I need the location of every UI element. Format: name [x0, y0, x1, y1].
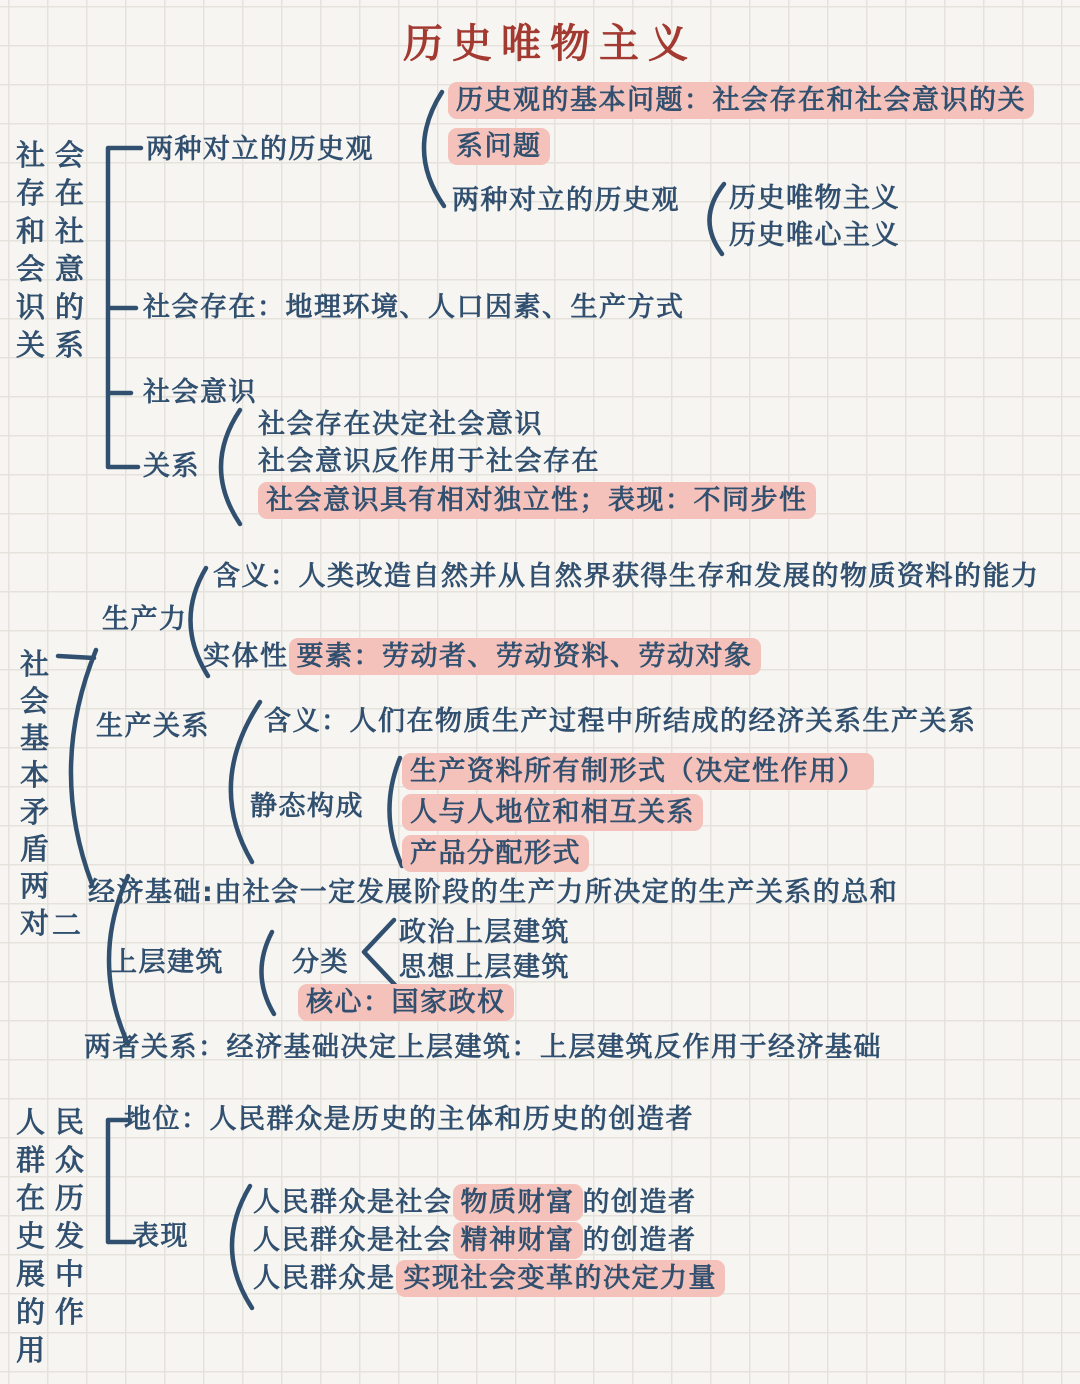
pair-mark: 二 — [52, 908, 83, 942]
manifestation-brace — [232, 1186, 252, 1308]
vlabel-char: 会 — [20, 684, 50, 718]
node-historical-materialism: 历史唯物主义 — [729, 183, 900, 214]
node-static-item-highlighted — [402, 796, 703, 830]
node-social-being: 社会存在：地理环境、人口因素、生产方式 — [143, 292, 685, 323]
highlight: 社会意识具有相对独立性；表现：不同步性 — [258, 482, 816, 519]
branch3-bracket — [108, 1120, 134, 1242]
node-manifestation-item — [253, 1262, 725, 1296]
superstructure-brace — [261, 932, 274, 1014]
plain-prefix: 人民群众是社会 — [253, 1225, 453, 1256]
basic-question-brace — [424, 92, 444, 206]
highlight: 实现社会变革的决定力量 — [396, 1260, 726, 1297]
static-structure-brace — [389, 758, 402, 866]
node-economic-base: 经济基础:由社会一定发展阶段的生产力所决定的生产关系的总和 — [88, 877, 899, 908]
plain-prefix: 人民群众是 — [253, 1263, 396, 1294]
mindmap-title: 历史唯物主义 — [403, 21, 697, 67]
vlabel-char: 两 — [20, 869, 50, 903]
plain-suffix: 的创造者 — [582, 1225, 697, 1256]
vlabel-row: 识的 — [16, 290, 95, 324]
vlabel-char: 基 — [20, 721, 50, 755]
relation-brace — [221, 410, 240, 524]
node-historical-idealism: 历史唯心主义 — [729, 220, 900, 251]
branch1-vertical-label — [16, 136, 94, 364]
plain-prefix: 实体性 — [203, 641, 289, 672]
node-relation-item-highlighted — [258, 484, 816, 518]
node-productivity-elements — [203, 640, 761, 674]
vlabel-row: 在历 — [16, 1181, 95, 1215]
branch2-brace-upper — [58, 650, 96, 884]
node-people-status: 地位：人民群众是历史的主体和历史的创造者 — [124, 1104, 694, 1135]
node-superstructure: 上层建筑 — [110, 947, 224, 978]
highlight: 生产资料所有制形式（决定性作用） — [402, 753, 874, 790]
production-relations-brace — [231, 702, 260, 862]
node-two-opposed-views-sub: 两种对立的历史观 — [452, 185, 680, 216]
vlabel-row: 人民 — [16, 1105, 95, 1139]
node-static-item-highlighted — [402, 755, 874, 789]
branch3-vertical-label — [16, 1103, 94, 1369]
node-basic-question-line1 — [448, 84, 1034, 118]
node-social-consciousness: 社会意识 — [143, 377, 257, 408]
node-mutual-relation: 两者关系：经济基础决定上层建筑：上层建筑反作用于经济基础 — [84, 1032, 882, 1063]
vlabel-char: 盾 — [20, 832, 50, 866]
vlabel-char: 社 — [20, 647, 50, 681]
node-category-label: 分类 — [292, 947, 349, 978]
node-static-structure: 静态构成 — [250, 791, 364, 822]
vlabel-row: 的作 — [16, 1295, 95, 1329]
highlight: 人与人地位和相互关系 — [402, 794, 703, 831]
vlabel-row: 和社 — [16, 214, 95, 248]
plain-suffix: 的创造者 — [582, 1187, 697, 1218]
node-static-item-highlighted — [402, 837, 589, 871]
highlight: 物质财富 — [453, 1184, 583, 1221]
vlabel-char: 对 — [20, 906, 50, 940]
plain-prefix: 人民群众是社会 — [253, 1187, 453, 1218]
node-productivity: 生产力 — [102, 604, 188, 635]
highlight: 精神财富 — [453, 1222, 583, 1259]
highlight: 核心：国家政权 — [298, 984, 514, 1021]
node-basic-question-line2 — [448, 130, 550, 164]
vlabel-row: 史发 — [16, 1219, 95, 1253]
highlight: 历史观的基本问题：社会存在和社会意识的关 — [448, 82, 1034, 119]
node-manifestation-item — [253, 1224, 697, 1258]
vlabel-row: 展中 — [16, 1257, 95, 1291]
node-core-highlighted — [298, 986, 514, 1020]
vlabel-row: 社会 — [16, 138, 95, 172]
node-category-item: 思想上层建筑 — [399, 952, 570, 983]
node-production-relations-meaning: 含义：人们在物质生产过程中所结成的经济关系生产关系 — [264, 706, 977, 737]
highlight: 产品分配形式 — [402, 835, 589, 872]
category-angle-brace — [364, 920, 396, 986]
vlabel-char: 本 — [20, 758, 50, 792]
two-views-brace — [709, 184, 724, 254]
node-productivity-meaning: 含义：人类改造自然并从自然界获得生存和发展的物质资料的能力 — [213, 561, 1040, 592]
node-category-item: 政治上层建筑 — [399, 917, 570, 948]
branch1-bracket — [108, 148, 141, 467]
node-manifestation-item — [253, 1186, 697, 1220]
vlabel-row: 存在 — [16, 176, 95, 210]
highlight: 系问题 — [448, 128, 550, 165]
node-two-opposed-views: 两种对立的历史观 — [146, 134, 374, 165]
vlabel-row: 会意 — [16, 252, 95, 286]
branch2-vertical-label — [20, 646, 49, 942]
node-manifestation-label: 表现 — [132, 1221, 189, 1252]
node-relation-item: 社会意识反作用于社会存在 — [258, 446, 600, 477]
highlight: 要素：劳动者、劳动资料、劳动对象 — [289, 638, 761, 675]
vlabel-row: 关系 — [16, 328, 95, 362]
node-production-relations: 生产关系 — [96, 711, 210, 742]
node-relation-item: 社会存在决定社会意识 — [258, 409, 543, 440]
vlabel-char: 矛 — [20, 795, 50, 829]
vlabel-row: 用 — [16, 1333, 56, 1367]
vlabel-row: 群众 — [16, 1143, 95, 1177]
node-relation-label: 关系 — [143, 451, 200, 482]
